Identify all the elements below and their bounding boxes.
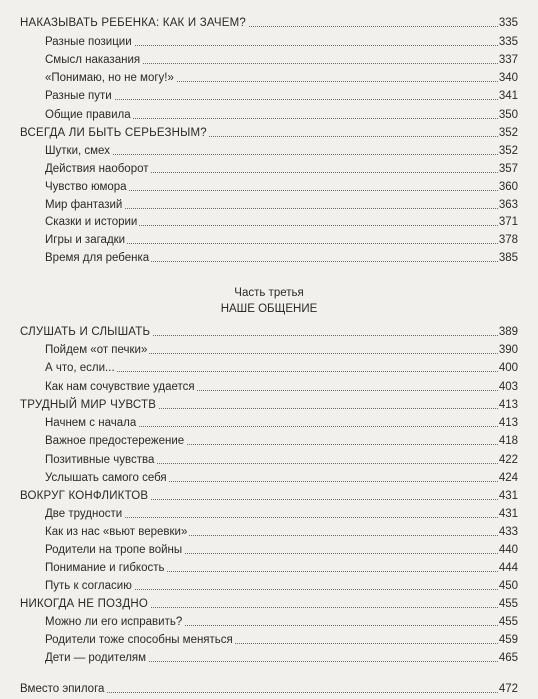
toc-page-number: 455 [498,613,518,631]
toc-page-number: 431 [498,487,518,505]
toc-page-number: 413 [498,396,518,414]
toc-entry-title: Разные пути [45,87,114,105]
toc-chapter[interactable] [0,396,538,414]
toc-subentry[interactable] [0,469,538,487]
toc-subentry[interactable] [0,142,538,160]
toc-subentry[interactable] [0,106,538,124]
toc-subentry[interactable] [0,231,538,249]
toc-page-number: 450 [498,577,518,595]
toc-entry-title: Чувство юмора [45,178,129,196]
toc-entry-title: Мир фантазий [45,196,124,214]
part-label: Часть третья [234,287,304,299]
toc-subentry[interactable] [0,505,538,523]
part-title: НАШЕ ОБЩЕНИЕ [220,303,318,315]
toc-entry-title: Путь к согласию [45,577,134,595]
toc-page-number: 403 [498,378,518,396]
toc-entry-title: Шутки, смех [45,142,112,160]
toc-subentry[interactable] [0,649,538,667]
toc-subentry[interactable] [0,359,538,377]
toc-subentry[interactable] [0,51,538,69]
toc-entry-title: ТРУДНЫЙ МИР ЧУВСТВ [20,396,158,414]
toc-subentry[interactable] [0,213,538,231]
toc-subentry[interactable] [0,33,538,51]
toc-page-number: 389 [498,323,518,341]
toc-page-number: 422 [498,451,518,469]
toc-entry-title: Как нам сочувствие удается [45,378,197,396]
toc-entry-title: СЛУШАТЬ И СЛЫШАТЬ [20,323,152,341]
toc-page-number: 378 [498,231,518,249]
toc-subentry[interactable] [0,178,538,196]
toc-chapter[interactable] [0,14,538,32]
toc-entry-title: НИКОГДА НЕ ПОЗДНО [20,595,150,613]
toc-entry-title: Начнем с начала [45,414,138,432]
toc-entry-title: Игры и загадки [45,231,127,249]
toc-entry-title: Как из нас «вьют веревки» [45,523,189,541]
toc-page-number: 413 [498,414,518,432]
toc-entry-title: Важное предостережение [45,432,186,450]
toc-page-number: 418 [498,432,518,450]
toc-page-number: 390 [498,341,518,359]
toc-subentry[interactable] [0,559,538,577]
toc-subentry[interactable] [0,631,538,649]
toc-page-number: 357 [498,160,518,178]
toc-page-number: 455 [498,595,518,613]
toc-page-number: 424 [498,469,518,487]
toc-entry-title: Можно ли его исправить? [45,613,184,631]
toc-entry-title: Действия наоборот [45,160,151,178]
toc-page-number: 335 [498,14,518,32]
toc-subentry[interactable] [0,541,538,559]
toc-page-number: 465 [498,649,518,667]
toc-page-number: 341 [498,87,518,105]
toc-entry-title: Время для ребенка [45,249,151,267]
toc-subentry[interactable] [0,249,538,267]
toc-page-number: 400 [498,359,518,377]
toc-page-number: 433 [498,523,518,541]
toc-subentry[interactable] [0,378,538,396]
toc-entry-title: Дети — родителям [45,649,148,667]
toc-page-number: 352 [498,124,518,142]
toc-entry-title: Разные позиции [45,33,134,51]
leader-dots [45,154,498,155]
toc-chapter[interactable] [0,680,538,698]
toc-page-number: 360 [498,178,518,196]
toc-entry-title: Родители на тропе войны [45,541,184,559]
toc-entry-title: Пойдем «от печки» [45,341,149,359]
toc-page-number: 335 [498,33,518,51]
toc-subentry[interactable] [0,577,538,595]
toc-entry-title: ВОКРУГ КОНФЛИКТОВ [20,487,150,505]
toc-page-number: 385 [498,249,518,267]
toc-subentry[interactable] [0,451,538,469]
toc-entry-title: Общие правила [45,106,133,124]
toc-page-number: 444 [498,559,518,577]
toc-entry-title: Смысл наказания [45,51,142,69]
toc-subentry[interactable] [0,69,538,87]
toc-page-number: 340 [498,69,518,87]
toc-subentry[interactable] [0,432,538,450]
toc-page-number: 431 [498,505,518,523]
toc-page-number: 363 [498,196,518,214]
toc-subentry[interactable] [0,523,538,541]
toc-entry-title: А что, если... [45,359,117,377]
toc-subentry[interactable] [0,414,538,432]
toc-page-number: 472 [498,680,518,698]
toc-subentry[interactable] [0,613,538,631]
toc-page-number: 371 [498,213,518,231]
toc-entry-title: Понимание и гибкость [45,559,167,577]
toc-page-number: 337 [498,51,518,69]
toc-subentry[interactable] [0,87,538,105]
toc-entry-title: Вместо эпилога [20,680,106,698]
toc-entry-title: ВСЕГДА ЛИ БЫТЬ СЕРЬЕЗНЫМ? [20,124,209,142]
toc-page-number: 350 [498,106,518,124]
toc-subentry[interactable] [0,341,538,359]
toc-entry-title: Сказки и истории [45,213,139,231]
toc-page-number: 352 [498,142,518,160]
toc-entry-title: НАКАЗЫВАТЬ РЕБЕНКА: КАК И ЗАЧЕМ? [20,14,248,32]
toc-entry-title: Родители тоже способны меняться [45,631,235,649]
toc-page-number: 440 [498,541,518,559]
toc-chapter[interactable] [0,487,538,505]
toc-entry-title: Услышать самого себя [45,469,169,487]
toc-subentry[interactable] [0,196,538,214]
toc-entry-title: «Понимаю, но не могу!» [45,69,176,87]
toc-chapter[interactable] [0,595,538,613]
toc-entry-title: Две трудности [45,505,124,523]
toc-entry-title: Позитивные чувства [45,451,156,469]
toc-chapter[interactable] [0,323,538,341]
toc-subentry[interactable] [0,160,538,178]
toc-chapter[interactable] [0,124,538,142]
toc-page-number: 459 [498,631,518,649]
